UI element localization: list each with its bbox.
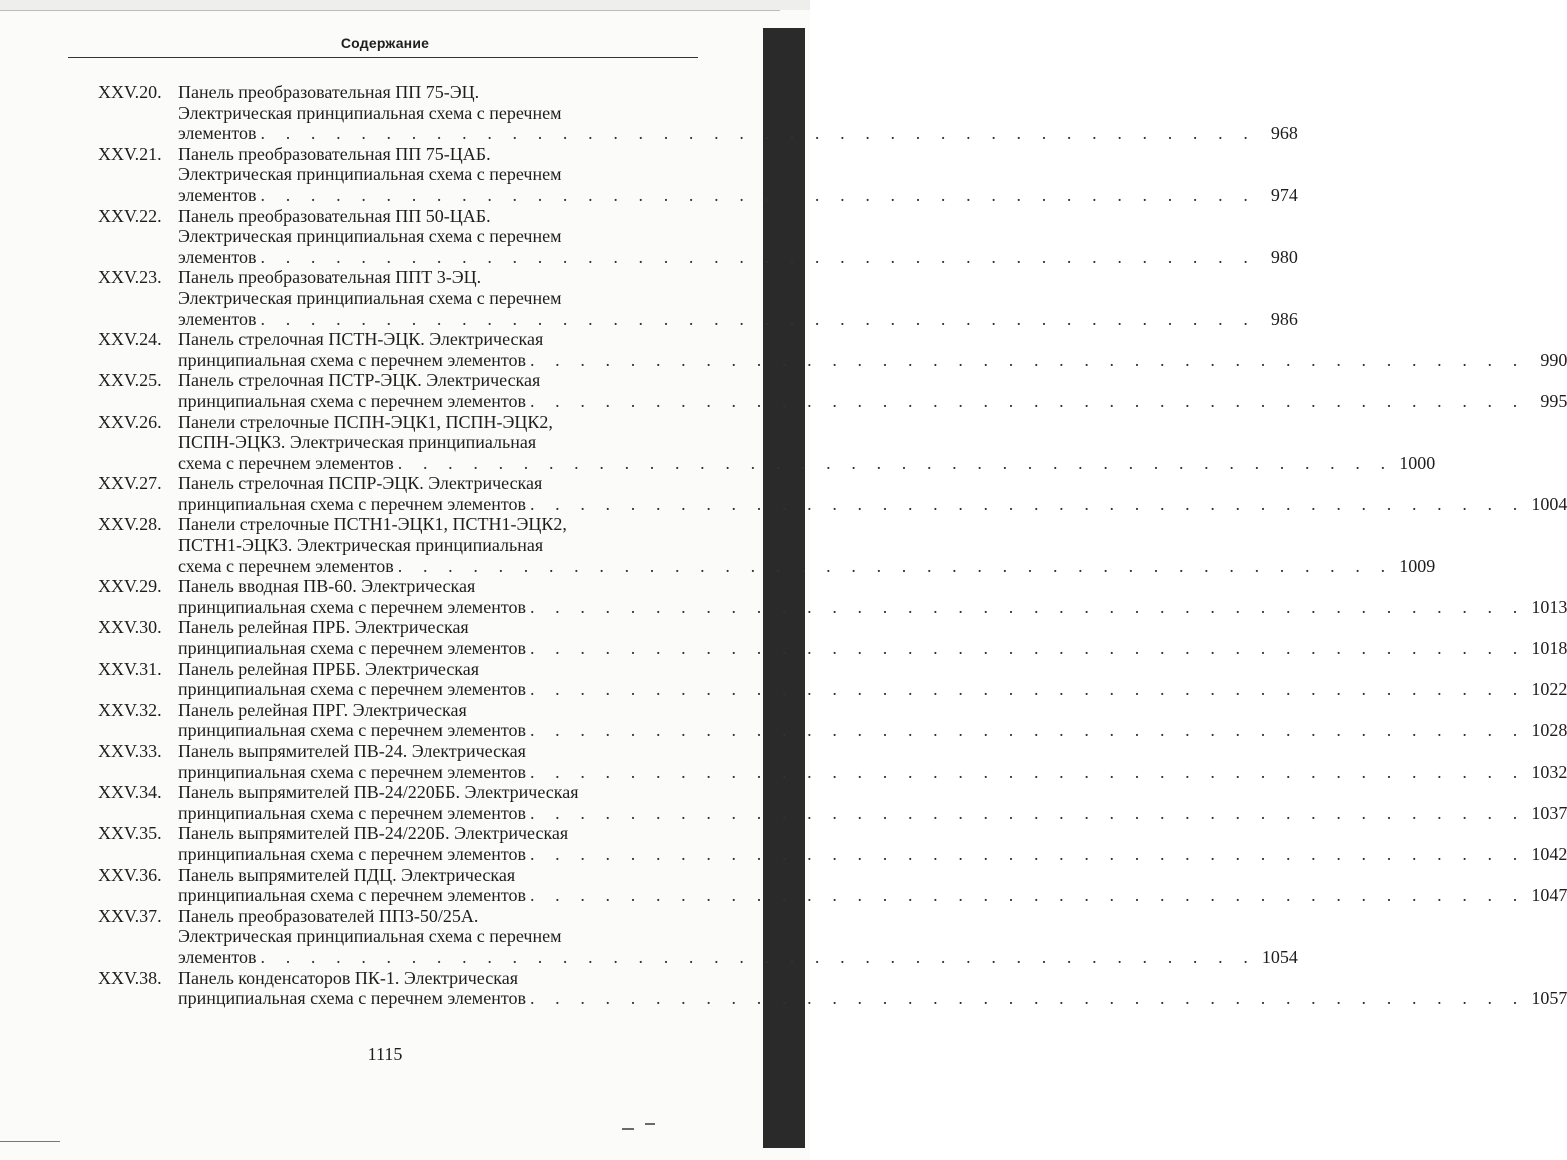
toc-entry-number: XXV.23.	[98, 267, 162, 288]
toc-entry-title-end: принципиальная схема с перечнем элементов	[178, 596, 526, 617]
toc-entry-title-line: Панель релейная ПРБ. Электрическая	[178, 617, 469, 638]
toc-entry-final-line	[178, 762, 1567, 783]
toc-entry-number: XXV.22.	[98, 205, 162, 226]
toc-entry-body	[178, 329, 1567, 370]
toc-entry-title-end: принципиальная схема с перечнем элементов	[178, 843, 526, 864]
toc-entry-body	[178, 412, 1435, 474]
toc-entry-final-line	[178, 309, 1298, 330]
toc-entry-final-line	[178, 597, 1567, 618]
toc-entry	[98, 82, 1298, 144]
toc-entry-final-line	[178, 350, 1567, 371]
toc-entry-page: 1057	[1531, 988, 1567, 1009]
toc-entry-title-end: принципиальная схема с перечнем элементов	[178, 349, 526, 370]
dot-leader: . . . . . . . . . . . . . . . . . . . . . . . . . . . . . . . . . . . . . . . .	[529, 679, 1526, 700]
toc-entry-page: 1032	[1531, 761, 1567, 782]
scan-mark	[622, 1128, 634, 1130]
toc-entry	[98, 205, 1298, 268]
dot-leader: . . . . . . . . . . . . . . . . . . . . . . . . . . . . . . . . . . . . . . . .	[260, 308, 1256, 329]
dot-leader: . . . . . . . . . . . . . . . . . . . . . . . . . . . . . . . . . . . . . . . .	[529, 988, 1526, 1009]
toc-entry-title-end: схема с перечнем элементов	[178, 555, 394, 576]
toc-entry-title-line: Электрическая принципиальная схема с перечнем	[178, 226, 562, 247]
toc-entry	[98, 576, 1567, 617]
toc-entry-page: 1037	[1531, 802, 1567, 823]
toc-entry-number: XXV.32.	[98, 699, 162, 720]
toc-entry	[98, 514, 1436, 576]
toc-entry	[98, 267, 1298, 329]
toc-entry-number: XXV.25.	[98, 370, 162, 391]
toc-entry-final-line	[178, 391, 1567, 412]
toc-entry-body	[178, 473, 1567, 514]
toc-entry-number: XXV.38.	[98, 967, 162, 988]
toc-entry-title-line: Панель выпрямителей ПВ-24/220ББ. Электрическая	[178, 782, 579, 803]
toc-entry-title-line: Электрическая принципиальная схема с перечнем	[178, 164, 562, 185]
toc-entry-final-line	[178, 988, 1567, 1009]
toc-entry-body	[178, 617, 1567, 658]
dot-leader: . . . . . . . . . . . . . . . . . . . . . . . . . . . . . . . . . . . . . . . .	[529, 596, 1526, 617]
toc-entry-title-line: Электрическая принципиальная схема с перечнем	[178, 926, 562, 947]
dot-leader: . . . . . . . . . . . . . . . . . . . . . . . . . . . . . . . . . . . . . . . .	[529, 885, 1526, 906]
toc-entry-final-line	[178, 247, 1298, 268]
toc-entry-title-end: принципиальная схема с перечнем элементов	[178, 761, 526, 782]
toc-entry-final-line	[178, 947, 1298, 968]
toc-entry-title-line: Панель релейная ПРГ. Электрическая	[178, 699, 467, 720]
toc-entry	[98, 329, 1567, 370]
toc-entry-page: 968	[1270, 123, 1298, 144]
toc-entry-page: 1047	[1531, 885, 1567, 906]
toc-entry-title-end: элементов	[178, 308, 257, 329]
toc-entry-title-line: Панель преобразователей ППЗ-50/25А.	[178, 905, 479, 926]
toc-entry-final-line	[178, 185, 1298, 206]
toc-entry-page: 1022	[1531, 679, 1567, 700]
toc-entry-body	[178, 514, 1435, 576]
toc-entry-body	[178, 968, 1567, 1009]
toc-entry-title-line: Панель преобразовательная ПП 75-ЭЦ.	[178, 82, 480, 102]
toc-entry-final-line	[178, 453, 1435, 474]
toc-entry-title-line: Панель релейная ПРББ. Электрическая	[178, 658, 480, 679]
toc-entry-title-end: принципиальная схема с перечнем элементов	[178, 720, 526, 741]
toc-entry-page: 1009	[1399, 555, 1436, 576]
toc-entry	[98, 699, 1567, 741]
toc-entry	[98, 782, 1567, 823]
dot-leader: . . . . . . . . . . . . . . . . . . . . . . . . . . . . . . . . . . . . . . . .	[260, 184, 1256, 205]
toc-entry-title-line: Панель преобразовательная ППТ 3-ЭЦ.	[178, 267, 482, 288]
toc-entry-number: XXV.24.	[98, 329, 162, 350]
scan-mark	[645, 1123, 655, 1125]
toc-entry-body	[178, 741, 1567, 782]
dot-leader: . . . . . . . . . . . . . . . . . . . . . . . . . . . . . . . . . . . . . . . .	[529, 493, 1526, 514]
toc-entry-body	[178, 700, 1567, 741]
toc-entry	[98, 905, 1298, 968]
toc-entry	[98, 473, 1567, 514]
toc-entry-title-line: Панель выпрямителей ПВ-24/220Б. Электрическая	[178, 823, 569, 844]
toc-entry-number: XXV.36.	[98, 864, 162, 885]
toc-entry-number: XXV.26.	[98, 411, 162, 432]
toc-entry-page: 1054	[1261, 946, 1298, 967]
toc-entry	[98, 658, 1567, 700]
dot-leader: . . . . . . . . . . . . . . . . . . . . . . . . . . . . . . . . . . . . . . . .	[529, 638, 1526, 659]
toc-entry-title-end: принципиальная схема с перечнем элементов	[178, 885, 526, 906]
toc-entry-title-end: принципиальная схема с перечнем элементов	[178, 802, 526, 823]
toc-entry-page: 1042	[1531, 843, 1567, 864]
toc-entry	[98, 143, 1298, 206]
toc-entry-title-end: схема с перечнем элементов	[178, 452, 394, 473]
toc-entry-number: XXV.31.	[98, 658, 162, 679]
toc-entry-final-line	[178, 844, 1567, 865]
running-head-rule	[68, 57, 698, 58]
toc-entry-title-line: Панель вводная ПВ-60. Электрическая	[178, 576, 476, 597]
toc-entry-title-line: Электрическая принципиальная схема с перечнем	[178, 287, 562, 308]
toc-entry	[98, 864, 1567, 906]
dot-leader: . . . . . . . . . . . . . . . . . . . . . . . . . . . . . . . . . . . . . . . .	[397, 452, 1394, 473]
toc-entry-title-line: ПСПН-ЭЦК3. Электрическая принципиальная	[178, 432, 537, 453]
toc-entry-final-line	[178, 679, 1567, 700]
toc-entry	[98, 370, 1567, 411]
toc-entry-final-line	[178, 720, 1567, 741]
toc-entry-page: 990	[1540, 349, 1567, 370]
toc-entry-body	[178, 782, 1567, 823]
dot-leader: . . . . . . . . . . . . . . . . . . . . . . . . . . . . . . . . . . . . . . . .	[529, 349, 1526, 370]
page-top-edge	[0, 0, 810, 10]
dot-leader: . . . . . . . . . . . . . . . . . . . . . . . . . . . . . . . . . . . . . . . .	[529, 390, 1526, 411]
dot-leader: . . . . . . . . . . . . . . . . . . . . . . . . . . . . . . . . . . . . . . . .	[529, 761, 1526, 782]
toc-entry-body	[178, 370, 1567, 411]
toc-entry-page: 995	[1540, 390, 1567, 411]
toc-entry-page: 1004	[1531, 493, 1567, 514]
toc-entry-title-end: принципиальная схема с перечнем элементов	[178, 493, 526, 514]
toc-entry-title-line: Панель стрелочная ПСТР-ЭЦК. Электрическая	[178, 370, 541, 391]
toc-entry-number: XXV.28.	[98, 514, 162, 535]
dot-leader: . . . . . . . . . . . . . . . . . . . . . . . . . . . . . . . . . . . . . . . .	[529, 802, 1526, 823]
toc-entry-title-end: элементов	[178, 123, 257, 144]
toc-entry-number: XXV.20.	[98, 82, 162, 102]
toc-entry-body	[178, 144, 1298, 206]
toc-entry-final-line	[178, 638, 1567, 659]
toc-entry-title-end: элементов	[178, 246, 257, 267]
dot-leader: . . . . . . . . . . . . . . . . . . . . . . . . . . . . . . . . . . . . . . . .	[397, 555, 1394, 576]
toc-entry-body	[178, 576, 1567, 617]
toc-entry-title-end: принципиальная схема с перечнем элементов	[178, 638, 526, 659]
toc-entry-number: XXV.29.	[98, 576, 162, 597]
toc-entry-body	[178, 267, 1298, 329]
toc-entry-final-line	[178, 123, 1298, 144]
toc-entry-title-line: Электрическая принципиальная схема с перечнем	[178, 102, 562, 123]
toc-entry-number: XXV.30.	[98, 617, 162, 638]
table-of-contents	[98, 82, 1567, 1009]
toc-entry	[98, 823, 1567, 864]
toc-entry-number: XXV.37.	[98, 905, 162, 926]
toc-entry-page: 986	[1270, 308, 1298, 329]
toc-entry-title-end: элементов	[178, 946, 257, 967]
toc-entry-page: 1018	[1531, 638, 1567, 659]
toc-entry-title-end: принципиальная схема с перечнем элементов	[178, 390, 526, 411]
toc-entry-body	[178, 823, 1567, 864]
toc-entry-title-line: Панель преобразовательная ПП 50-ЦАБ.	[178, 205, 491, 226]
dot-leader: . . . . . . . . . . . . . . . . . . . . . . . . . . . . . . . . . . . . . . . .	[529, 720, 1526, 741]
dot-leader: . . . . . . . . . . . . . . . . . . . . . . . . . . . . . . . . . . . . . . . .	[529, 843, 1526, 864]
toc-entry-title-line: ПСТН1-ЭЦК3. Электрическая принципиальная	[178, 535, 544, 556]
toc-entry-title-line: Панель стрелочная ПСПР-ЭЦК. Электрическая	[178, 473, 543, 494]
toc-entry-final-line	[178, 803, 1567, 824]
toc-entry-title-end: принципиальная схема с перечнем элементов	[178, 988, 526, 1009]
toc-entry-title-line: Панель выпрямителей ПВ-24. Электрическая	[178, 741, 526, 761]
dot-leader: . . . . . . . . . . . . . . . . . . . . . . . . . . . . . . . . . . . . . . . .	[260, 946, 1256, 967]
toc-entry-page: 1000	[1399, 452, 1436, 473]
toc-entry-final-line	[178, 885, 1567, 906]
toc-entry-number: XXV.21.	[98, 143, 162, 164]
toc-entry	[98, 617, 1567, 659]
toc-entry-body	[178, 206, 1298, 268]
page-bottom-line	[0, 1141, 60, 1142]
page-number: 1115	[367, 1044, 403, 1064]
toc-entry-body	[178, 82, 1298, 144]
toc-entry-number: XXV.27.	[98, 473, 162, 494]
dot-leader: . . . . . . . . . . . . . . . . . . . . . . . . . . . . . . . . . . . . . . . .	[260, 246, 1256, 267]
toc-entry-title-end: принципиальная схема с перечнем элементов	[178, 679, 526, 700]
toc-entry	[98, 967, 1567, 1009]
toc-entry-page: 1028	[1531, 720, 1567, 741]
toc-entry-title-line: Панель стрелочная ПСТН-ЭЦК. Электрическая	[178, 329, 544, 350]
toc-entry-page: 980	[1270, 246, 1298, 267]
toc-entry-body	[178, 906, 1298, 968]
toc-entry-page: 1013	[1531, 596, 1567, 617]
toc-entry-final-line	[178, 494, 1567, 515]
toc-entry-body	[178, 865, 1567, 906]
toc-entry-number: XXV.35.	[98, 823, 162, 844]
page-top-edge-line	[0, 10, 780, 11]
toc-entry-title-line: Панели стрелочные ПСПН-ЭЦК1, ПСПН-ЭЦК2,	[178, 411, 553, 432]
toc-entry	[98, 741, 1567, 782]
toc-entry-title-end: элементов	[178, 184, 257, 205]
toc-entry-number: XXV.33.	[98, 741, 162, 761]
toc-entry-title-line: Панель конденсаторов ПК-1. Электрическая	[178, 967, 518, 988]
toc-entry-title-line: Панели стрелочные ПСТН1-ЭЦК1, ПСТН1-ЭЦК2,	[178, 514, 567, 535]
toc-entry	[98, 411, 1436, 474]
running-head: Содержание	[340, 35, 430, 51]
toc-entry-body	[178, 659, 1567, 700]
toc-entry-number: XXV.34.	[98, 782, 162, 803]
dot-leader: . . . . . . . . . . . . . . . . . . . . . . . . . . . . . . . . . . . . . . . .	[260, 123, 1256, 144]
toc-entry-page: 974	[1270, 184, 1298, 205]
toc-entry-title-line: Панель выпрямителей ПДЦ. Электрическая	[178, 864, 516, 885]
toc-entry-final-line	[178, 556, 1435, 577]
toc-entry-title-line: Панель преобразовательная ПП 75-ЦАБ.	[178, 143, 491, 164]
